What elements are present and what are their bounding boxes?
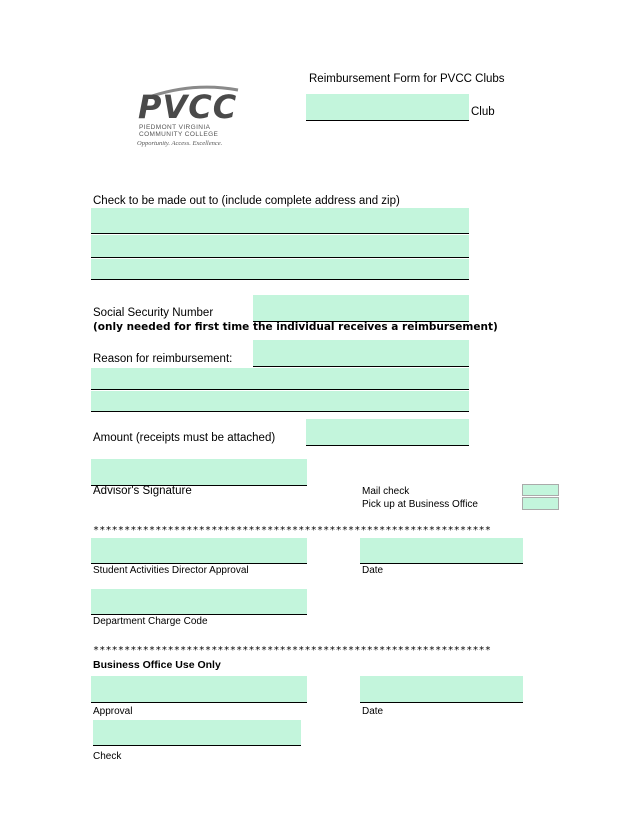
- logo-wordmark: PVCC: [138, 88, 238, 126]
- ssn-field[interactable]: [253, 295, 469, 322]
- logo-line2: COMMUNITY COLLEGE: [139, 131, 219, 138]
- payee-line-2[interactable]: [91, 235, 469, 258]
- director-date-field[interactable]: [360, 538, 523, 564]
- payee-line-1[interactable]: [91, 208, 469, 234]
- logo-tagline: Opportunity. Access. Excellence.: [137, 140, 223, 147]
- business-date-label: Date: [362, 706, 384, 717]
- ssn-note: (only needed for first time the individual receives a reimbursement): [93, 321, 498, 333]
- charge-code-field[interactable]: [91, 589, 307, 615]
- separator-stars: ****************************************************************: [93, 525, 492, 536]
- amount-field[interactable]: [306, 419, 469, 446]
- mail-check-label: Mail check: [362, 486, 410, 497]
- director-date-label: Date: [362, 565, 384, 576]
- business-date-field[interactable]: [360, 676, 523, 703]
- club-suffix-label: Club: [471, 106, 495, 118]
- payee-line-3[interactable]: [91, 259, 469, 280]
- logo-line1: PIEDMONT VIRGINIA: [139, 124, 211, 131]
- reason-line-3[interactable]: [91, 391, 469, 412]
- reason-line-2[interactable]: [91, 368, 469, 390]
- business-approval-field[interactable]: [91, 676, 307, 703]
- advisor-signature-field[interactable]: [91, 459, 307, 486]
- director-approval-field[interactable]: [91, 538, 307, 564]
- club-name-field[interactable]: [306, 94, 469, 121]
- check-number-field[interactable]: [93, 720, 301, 746]
- reason-label: Reason for reimbursement:: [93, 353, 233, 365]
- amount-label: Amount (receipts must be attached): [93, 432, 276, 444]
- check-payee-label: Check to be made out to (include complete address and zip): [93, 195, 400, 207]
- reason-field-short[interactable]: [253, 340, 469, 367]
- form-title: Reimbursement Form for PVCC Clubs: [309, 73, 505, 85]
- business-approval-label: Approval: [93, 706, 133, 717]
- director-approval-label: Student Activities Director Approval: [93, 565, 249, 576]
- business-office-heading: Business Office Use Only: [93, 659, 221, 671]
- advisor-signature-label: Advisor's Signature: [93, 485, 192, 497]
- separator-stars: ****************************************************************: [93, 645, 492, 656]
- check-field-label: Check: [93, 751, 122, 762]
- pickup-label: Pick up at Business Office: [362, 499, 478, 510]
- mail-check-box[interactable]: [522, 484, 559, 496]
- charge-code-label: Department Charge Code: [93, 616, 208, 627]
- ssn-label: Social Security Number: [93, 307, 214, 319]
- pickup-box[interactable]: [522, 497, 559, 510]
